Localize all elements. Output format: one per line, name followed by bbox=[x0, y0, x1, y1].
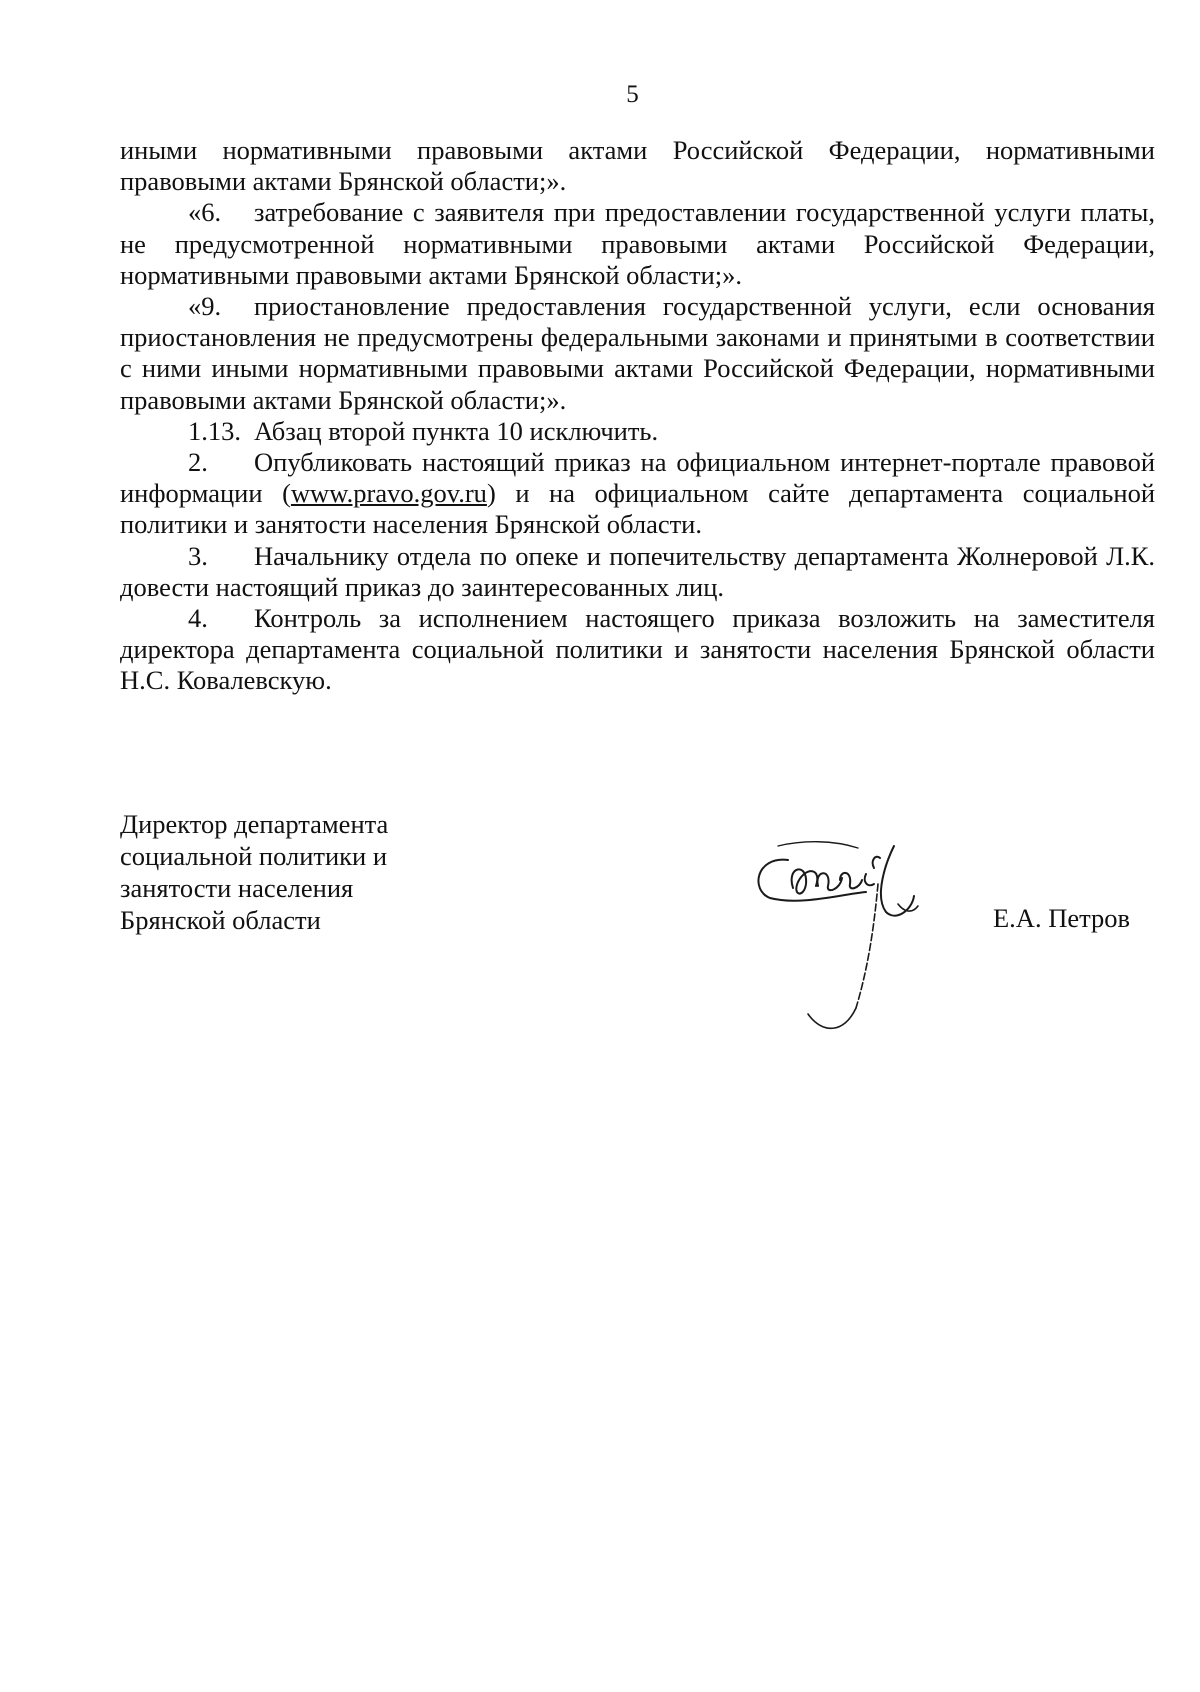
item-text-2-after: ) и на официальном сайте департамента социальной политики и занятости населения Брянской области. bbox=[120, 478, 1156, 540]
item-text-6: затребование с заявителя при предоставлении государственной услуги платы, не предусмотренной нормативными правовыми актами Российской Федерации, нормативными правовыми актами Брянской области;». bbox=[120, 197, 1155, 290]
signatory-title-line: социальной политики и bbox=[120, 841, 388, 871]
pravo-gov-link[interactable]: www.pravo.gov.ru bbox=[290, 478, 487, 509]
item-text-9: приостановление предоставления государственной услуги, если основания приостановления не предусмотрены федеральными законами и принятыми в соответствии с ними иными нормативными правовыми актами Российской Федерации, нормативными правовыми актами Брянской области;». bbox=[120, 291, 1155, 415]
item-marker-4: 4. bbox=[188, 603, 208, 634]
list-item-3 bbox=[120, 541, 1155, 603]
item-marker-2: 2. bbox=[188, 447, 208, 478]
item-marker-1-13: 1.13. bbox=[188, 415, 241, 446]
item-marker-6: «6. bbox=[188, 197, 222, 228]
item-text-1-13: Абзац второй пункта 10 исключить. bbox=[254, 415, 659, 446]
item-text-3: Начальнику отдела по опеке и попечительству департамента Жолнеровой Л.К. довести настоящий приказ до заинтересованных лиц. bbox=[120, 540, 1155, 602]
signatory-title-line: Брянской области bbox=[120, 905, 321, 935]
list-item-1-13 bbox=[120, 416, 1155, 447]
list-item-6 bbox=[120, 197, 1155, 291]
document-body bbox=[120, 135, 1155, 697]
handwritten-signature bbox=[748, 838, 948, 1058]
item-text-2-before: Опубликовать настоящий приказ на официальном интернет-портале правовой информации ( bbox=[120, 447, 1155, 509]
list-item-2 bbox=[120, 447, 1155, 541]
signer-name: Е.А. Петров bbox=[993, 903, 1131, 933]
list-item-4 bbox=[120, 603, 1155, 697]
signatory-title-line: занятости населения bbox=[120, 873, 354, 903]
page-number: 5 bbox=[626, 81, 639, 108]
signatory-title bbox=[120, 808, 388, 936]
signatory-title-line: Директор департамента bbox=[120, 809, 389, 839]
item-text-4: Контроль за исполнением настоящего приказа возложить на заместителя директора департамента социальной политики и занятости населения Брянской области Н.С. Ковалевскую. bbox=[120, 603, 1155, 696]
item-marker-9: «9. bbox=[188, 291, 222, 322]
paragraph-continuation: иными нормативными правовыми актами Российской Федерации, нормативными правовыми актами Брянской области;». bbox=[120, 135, 1155, 197]
list-item-9 bbox=[120, 291, 1155, 416]
item-marker-3: 3. bbox=[188, 540, 208, 571]
